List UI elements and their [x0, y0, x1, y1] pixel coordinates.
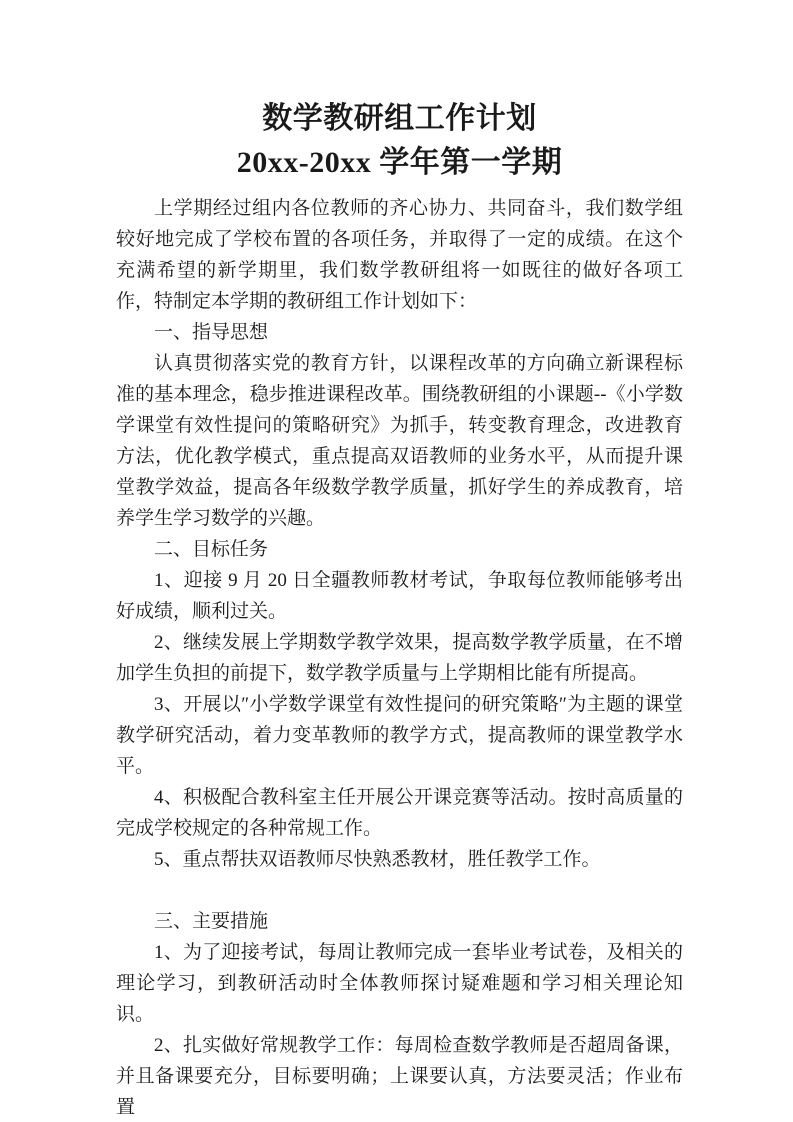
task-item-3: 3、开展以″小学数学课堂有效性提问的研究策略″为主题的课堂教学研究活动，着力变革教师的教学方式，提高教师的课堂教学水平。	[116, 694, 683, 777]
measure-item-1: 1、为了迎接考试，每周让教师完成一套毕业考试卷，及相关的理论学习，到教研活动时全体教师探讨疑难题和学习相关理论知识。	[116, 942, 683, 1025]
section-heading-guiding-ideology: 一、指导思想	[154, 322, 269, 343]
paragraph-guiding-ideology: 认真贯彻落实党的教育方针，以课程改革的方向确立新课程标准的基本理念，稳步推进课程改革。围绕教研组的小课题--《小学数学课堂有效性提问的策略研究》为抓手，转变教育理念，改进教育方法，优化教学模式，重点提高双语教师的业务水平，从而提升课堂教学效益，提高各年级数学教学质量，抓好学生的养成教育，培养学生学习数学的兴趣。	[116, 353, 683, 529]
page-subtitle: 20xx-20xx 学年第一学期	[236, 146, 563, 179]
task-item-2: 2、继续发展上学期数学教学效果，提高数学教学质量，在不增加学生负担的前提下，数学教学质量与上学期相比能有所提高。	[116, 632, 683, 684]
page-title: 数学教研组工作计划	[262, 102, 537, 135]
measure-item-2: 2、扎实做好常规教学工作：每周检查数学教师是否超周备课，并且备课要充分，目标要明确；上课要认真，方法要灵活；作业布置	[116, 1035, 683, 1118]
section-heading-main-measures: 三、主要措施	[154, 911, 269, 932]
task-item-4: 4、积极配合教科室主任开展公开课竞赛等活动。按时高质量的完成学校规定的各种常规工作。	[116, 787, 683, 839]
paragraph-intro: 上学期经过组内各位教师的齐心协力、共同奋斗，我们数学组较好地完成了学校布置的各项任务，并取得了一定的成绩。在这个充满希望的新学期里，我们数学教研组将一如既往的做好各项工作，特制定本学期的教研组工作计划如下：	[116, 198, 683, 312]
document-body	[116, 193, 683, 1122]
section-heading-target-tasks: 二、目标任务	[154, 539, 269, 560]
blank-line	[116, 875, 683, 906]
task-item-1: 1、迎接 9 月 20 日全疆教师教材考试，争取每位教师能够考出好成绩，顺利过关。	[116, 570, 683, 622]
task-item-5: 5、重点帮扶双语教师尽快熟悉教材，胜任教学工作。	[154, 849, 601, 870]
